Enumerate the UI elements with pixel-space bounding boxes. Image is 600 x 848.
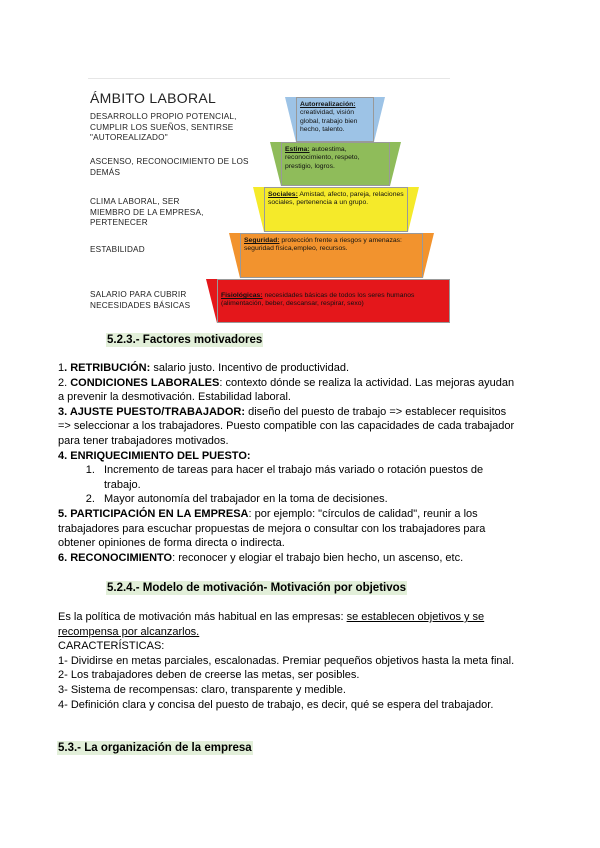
diagram-title: ÁMBITO LABORAL: [90, 90, 217, 106]
level-label-physiological: SALARIO PARA CUBRIR NECESIDADES BÁSICAS: [90, 290, 191, 310]
level-title: Estima:: [285, 146, 310, 153]
list-item: 2. Mayor autonomía del trabajador en la toma de decisiones.: [98, 492, 518, 507]
pyramid-level-social: [264, 187, 408, 232]
pyramid-slope-right: [374, 97, 385, 142]
list-item: 1. Incremento de tareas para hacer el trabajo más variado o rotación puestos de trabajo.: [98, 463, 518, 492]
level-title: Autorrealización:: [300, 101, 356, 108]
section-523-heading: 5.2.3.- Factores motivadores: [107, 334, 263, 346]
pyramid-slope-right: [390, 142, 401, 186]
pyramid-slope-left: [270, 142, 281, 186]
characteristic-item: 2- Los trabajadores deben de creerse las metas, ser posibles.: [58, 669, 360, 682]
level-text: autoestima, reconocimiento, respeto, prestigio, logros.: [285, 146, 360, 170]
pyramid-slope-right: [423, 233, 434, 278]
section-524-body: [58, 610, 518, 712]
section-523-body: [58, 361, 518, 565]
section-524-intro: Es la política de motivación más habitual en las empresas: se establecen objetivos y se recompensa por alcanzarlos.: [58, 611, 485, 638]
pyramid-slope-left: [285, 97, 296, 142]
level-text: creatividad, visión global, trabajo bien hecho, talento.: [300, 109, 358, 133]
motivator-item-4: 4. ENRIQUECIMIENTO DEL PUESTO:: [58, 449, 251, 462]
level-label-social: CLIMA LABORAL, SER MIEMBRO DE LA EMPRESA, PERTENECER: [90, 197, 204, 227]
pyramid-slope-left: [253, 187, 264, 232]
enrichment-sublist: [58, 463, 518, 507]
pyramid-slope-left: [229, 233, 240, 278]
section-524-heading: 5.2.4.- Modelo de motivación- Motivación por objetivos: [107, 582, 407, 594]
characteristic-item: 1- Dividirse en metas parciales, escalonadas. Premiar pequeños objetivos hasta la meta final.: [58, 654, 515, 667]
section-53-heading: 5.3.- La organización de la empresa: [58, 742, 252, 754]
figure-top-border: [88, 78, 450, 79]
level-text: protección frente a riesgos y amenazas: seguridad física,empleo, recursos.: [244, 237, 402, 253]
pyramid-level-self-actualization: [296, 97, 374, 142]
pyramid-level-physiological: [217, 279, 450, 323]
motivator-item-2: 2. CONDICIONES LABORALES: contexto dónde se realiza la actividad. Las mejoras ayudan a prevenir la desmotivación. Estabilidad laboral.: [58, 376, 515, 404]
level-text: necesidades básicas de todos los seres humanos (alimentación, beber, descansar, respirar, sexo): [221, 292, 415, 308]
characteristic-item: 4- Definición clara y concisa del puesto de trabajo, es decir, qué se espera del trabajador.: [58, 698, 494, 711]
level-label-self-actualization: DESARROLLO PROPIO POTENCIAL, CUMPLIR LOS SUEÑOS, SENTIRSE "AUTOREALIZADO": [90, 112, 237, 142]
level-title: Seguridad:: [244, 237, 280, 244]
level-text: Amistad, afecto, pareja, relaciones sociales, pertenencia a un grupo.: [268, 191, 404, 207]
level-title: Fisiológicas:: [221, 292, 263, 299]
pyramid-level-safety: [240, 233, 423, 278]
pyramid-level-esteem: [281, 142, 390, 186]
level-label-esteem: ASCENSO, RECONOCIMIENTO DE LOS DEMÁS: [90, 157, 249, 177]
motivator-item-3: 3. AJUSTE PUESTO/TRABAJADOR: diseño del puesto de trabajo => establecer requisitos => seleccionar a los trabajadores. Puesto compatible con las capacidades de cada trabajador para tener trabajadores motivados.: [58, 405, 515, 447]
pyramid-slope-right: [408, 187, 419, 232]
pyramid-slope-left: [206, 279, 217, 323]
level-label-safety: ESTABILIDAD: [90, 245, 145, 254]
motivator-item-5: 5. PARTICIPACIÓN EN LA EMPRESA: por ejemplo: "círculos de calidad", reunir a los trabajadores para escuchar propuestas de mejora o consultar con los trabajadores para obtener opiniones de forma directa o indirecta.: [58, 507, 486, 550]
characteristic-item: 3- Sistema de recompensas: claro, transparente y medible.: [58, 683, 346, 696]
level-title: Sociales:: [268, 191, 298, 198]
motivator-item-1: 1. RETRIBUCIÓN: salario justo. Incentivo de productividad.: [58, 362, 350, 374]
motivator-item-6: 6. RECONOCIMIENTO: reconocer y elogiar el trabajo bien hecho, un ascenso, etc.: [58, 551, 464, 564]
characteristics-label: CARACTERÍSTICAS:: [58, 640, 165, 653]
